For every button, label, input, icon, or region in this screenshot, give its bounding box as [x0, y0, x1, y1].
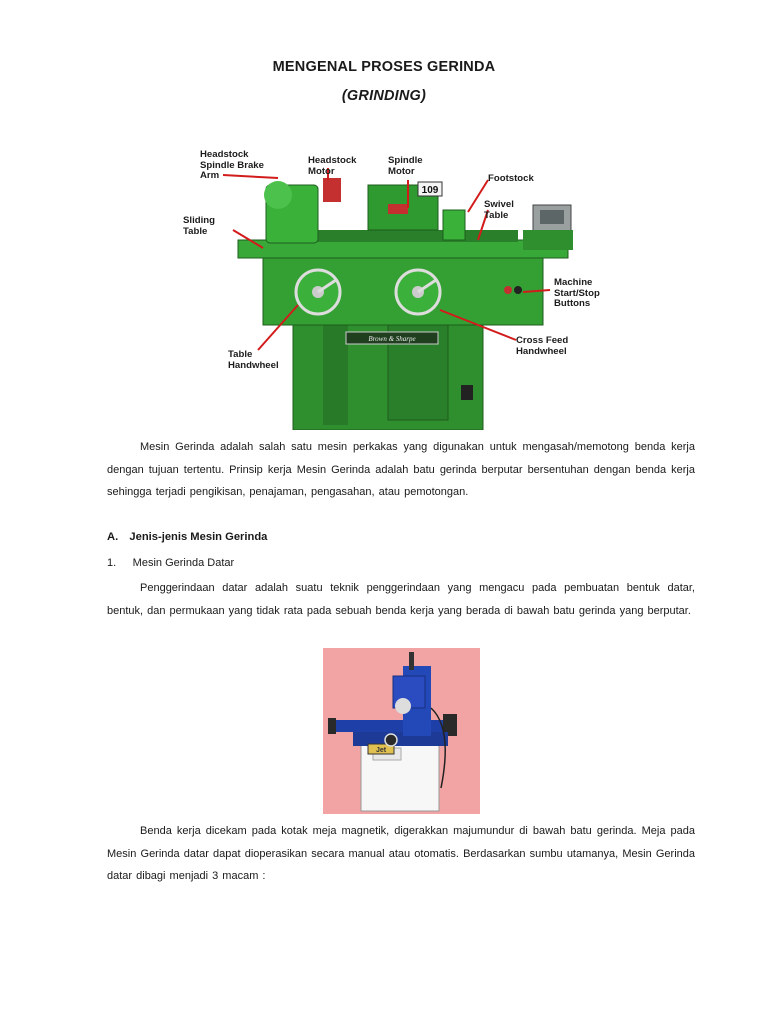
- callout-cross-feed-handwheel: Cross Feed Handwheel: [516, 335, 569, 357]
- brand-plate-text: Brown & Sharpe: [368, 335, 416, 343]
- paragraph-intro: Mesin Gerinda adalah salah satu mesin perkakas yang digunakan untuk mengasah/memotong benda kerja dengan tujuan tertentu. Prinsip kerja Mesin Gerinda adalah batu gerinda berputar bersentuhan dengan benda kerja sehingga terjadi pengikisan, penajaman, pengasahan, atau pemotongan.: [107, 441, 695, 498]
- callout-footstock: Footstock: [488, 173, 534, 184]
- callout-spindle-motor: Spindle Motor: [388, 155, 423, 177]
- callout-swivel-table: Swivel Table: [484, 199, 514, 221]
- surface-grinder-plate: Jet: [375, 747, 387, 754]
- subsection-heading-1: 1. Mesin Gerinda Datar: [107, 557, 235, 569]
- cross-feed-handwheel-shape: [396, 270, 440, 314]
- paragraph-surface-grinding: Penggerindaan datar adalah suatu teknik penggerindaan yang mengacu pada pembuatan bentuk datar, bentuk, dan permukaan yang tidak rata pada sebuah benda kerja yang berada di bawah batu gerinda yang berputar.: [107, 582, 695, 617]
- surface-grinder-illustration: [323, 648, 480, 814]
- section-heading-a: A. Jenis-jenis Mesin Gerinda: [107, 531, 268, 543]
- paragraph-magnetic-table: Benda kerja dicekam pada kotak meja magnetik, digerakkan majumundur di bawah batu gerinda. Meja pada Mesin Gerinda datar dapat dioperasikan secara manual atau otomatis. Berdasarkan sumbu utamanya, Mesin Gerinda datar dibagi menjadi 3 macam :: [107, 825, 695, 882]
- callout-machine-start-stop-buttons: Machine Start/Stop Buttons: [554, 277, 600, 309]
- grinding-machine-illustration: [178, 140, 618, 430]
- page-title: MENGENAL PROSES GERINDA: [272, 59, 496, 75]
- callout-table-handwheel: Table Handwheel: [228, 349, 279, 371]
- callout-sliding-table: Sliding Table: [183, 215, 215, 237]
- table-handwheel-shape: [296, 270, 340, 314]
- surface-grinder-figure: [323, 648, 480, 814]
- callout-headstock-motor: Headstock Motor: [308, 155, 357, 177]
- callout-headstock-spindle-brake-arm: Headstock Spindle Brake Arm: [200, 149, 264, 181]
- grinding-machine-figure: [178, 140, 618, 430]
- page-subtitle: (GRINDING): [341, 88, 427, 104]
- machine-badge-number: 109: [421, 185, 439, 196]
